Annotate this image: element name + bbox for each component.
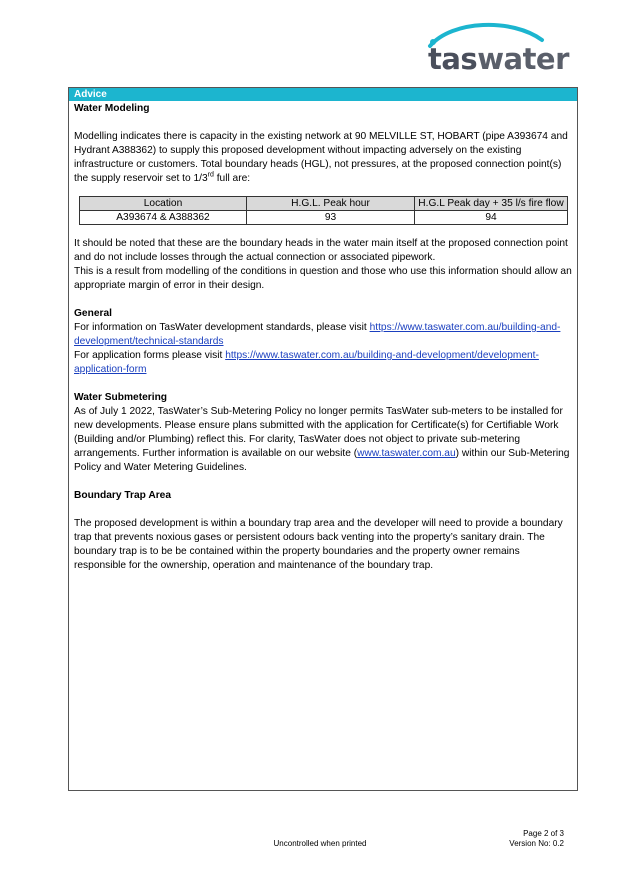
version-number: Version No: 0.2 xyxy=(509,839,564,848)
taswater-logo xyxy=(424,22,569,78)
footer-page-info xyxy=(509,829,564,849)
hgl-cell-location: A393674 & A388362 xyxy=(80,211,247,225)
hgl-table xyxy=(79,196,568,225)
general-forms-line: For application forms please visit https://www.taswater.com.au/building-and-development/development-application-form xyxy=(74,350,539,375)
hgl-header-peak-day: H.G.L Peak day + 35 l/s fire flow xyxy=(415,197,568,211)
general-standards-line: For information on TasWater development standards, please visit https://www.taswater.com.au/building-and-development/technical-standards xyxy=(74,322,561,347)
water-modeling-heading: Water Modeling xyxy=(74,103,150,114)
water-modeling-intro: Modelling indicates there is capacity in the existing network at 90 MELVILLE ST, HOBART (pipe A393674 and Hydrant A388362) to supply this proposed development without impacting adversely on the existing infrastructure or customers. Total boundary heads (HGL), not pressures, at the proposed connection point(s) the supply reservoir set to 1/3rd full are: xyxy=(74,131,568,184)
advice-frame xyxy=(68,87,578,791)
hgl-header-peak-hour: H.G.L. Peak hour xyxy=(247,197,415,211)
hgl-table-header-row xyxy=(80,197,568,211)
boundary-trap-text: The proposed development is within a boundary trap area and the developer will need to provide a boundary trap that prevents noxious gases or persistent odours back venting into the property’s sanitary drain. The boundary trap is to be be contained within the property boundaries and the property owner remains responsible for the ownership, operation and maintenance of the boundary trap. xyxy=(74,518,563,571)
application-form-link[interactable]: https://www.taswater.com.au/building-and-development/development-application-form xyxy=(74,350,539,375)
page-number: Page 2 of 3 xyxy=(523,829,564,838)
footer-uncontrolled: Uncontrolled when printed xyxy=(273,839,367,848)
submetering-heading: Water Submetering xyxy=(74,392,168,403)
general-heading: General xyxy=(74,308,112,319)
taswater-website-link[interactable]: www.taswater.com.au xyxy=(357,448,456,459)
water-modeling-note-2: This is a result from modelling of the conditions in question and those who use this information should allow an appropriate margin of error in their design. xyxy=(74,266,572,291)
advice-content xyxy=(74,102,572,573)
advice-header-bar: Advice xyxy=(69,88,577,101)
water-modeling-note-1: It should be noted that these are the boundary heads in the water main itself at the proposed connection point and do not include losses through the actual connection or associated pipework. xyxy=(74,238,568,263)
hgl-cell-peak-day: 94 xyxy=(415,211,568,225)
table-row xyxy=(80,211,568,225)
submetering-text: As of July 1 2022, TasWater’s Sub-Metering Policy no longer permits TasWater sub-meters to be installed for new developments. Please ensure plans submitted with the application for Certificate(s) for Certifiable Work (Building and/or Plumbing) reflect this. For clarity, TasWater does not object to private sub-metering arrangements. Further information is available on our website (www.taswater.com.au) within our Sub-Metering Policy and Water Metering Guidelines. xyxy=(74,406,570,473)
boundary-trap-heading: Boundary Trap Area xyxy=(74,490,171,501)
technical-standards-link[interactable]: https://www.taswater.com.au/building-and-development/technical-standards xyxy=(74,322,561,347)
logo-wordmark: taswater xyxy=(428,42,569,76)
hgl-cell-peak-hour: 93 xyxy=(247,211,415,225)
hgl-header-location: Location xyxy=(80,197,247,211)
